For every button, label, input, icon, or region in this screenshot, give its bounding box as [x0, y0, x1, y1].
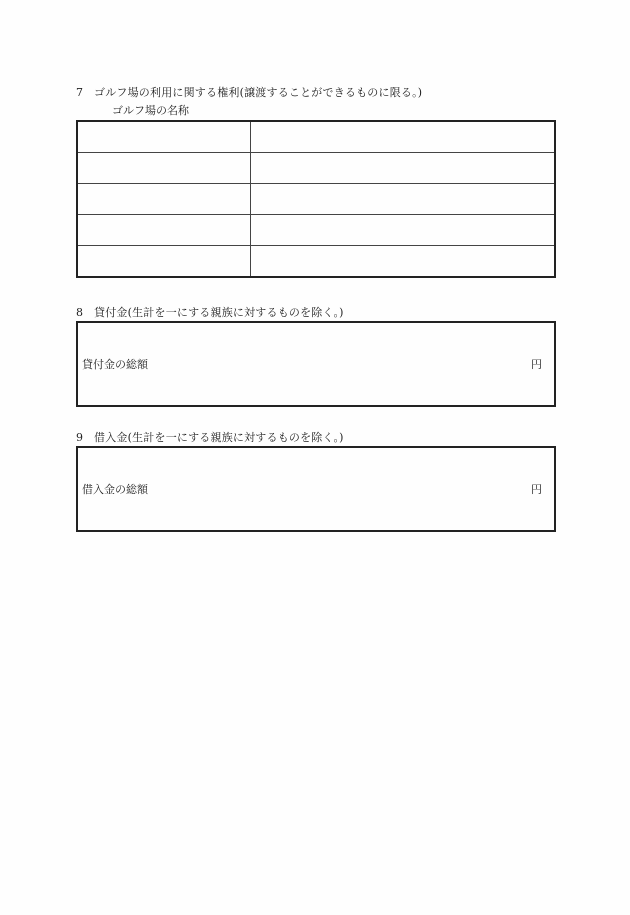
- section8-title: 貸付金(生計を一にする親族に対するものを除く。): [94, 306, 344, 319]
- borrowing-box: [76, 446, 556, 532]
- table-row: [77, 184, 555, 215]
- section9-number: 9: [76, 431, 84, 444]
- golf-course-table: [76, 120, 556, 278]
- golf-course-name-cell[interactable]: [77, 246, 251, 278]
- table-row: [77, 153, 555, 184]
- section7-number: 7: [76, 86, 84, 99]
- section8-heading: [76, 306, 344, 320]
- golf-course-name-cell[interactable]: [77, 153, 251, 184]
- table-row: [77, 246, 555, 278]
- golf-course-value-cell[interactable]: [251, 184, 556, 215]
- golf-course-name-cell[interactable]: [77, 215, 251, 246]
- section9-title: 借入金(生計を一にする親族に対するものを除く。): [94, 431, 344, 444]
- golf-course-name-cell[interactable]: [77, 121, 251, 153]
- table-row: [77, 121, 555, 153]
- section9-heading: [76, 431, 344, 445]
- table-row: [77, 215, 555, 246]
- borrowing-yen-unit: 円: [531, 483, 542, 496]
- loan-receivable-box: [76, 321, 556, 407]
- loan-receivable-total-label: 貸付金の総額: [82, 358, 148, 371]
- golf-course-value-cell[interactable]: [251, 121, 556, 153]
- golf-course-value-cell[interactable]: [251, 246, 556, 278]
- section8-number: 8: [76, 306, 84, 319]
- section7-subtitle: ゴルフ場の名称: [112, 104, 189, 117]
- borrowing-total-label: 借入金の総額: [82, 483, 148, 496]
- loan-receivable-yen-unit: 円: [531, 358, 542, 371]
- golf-course-value-cell[interactable]: [251, 215, 556, 246]
- section7-title: ゴルフ場の利用に関する権利(譲渡することができるものに限る。): [94, 86, 423, 99]
- golf-course-name-cell[interactable]: [77, 184, 251, 215]
- section7-heading: [76, 86, 422, 100]
- golf-course-value-cell[interactable]: [251, 153, 556, 184]
